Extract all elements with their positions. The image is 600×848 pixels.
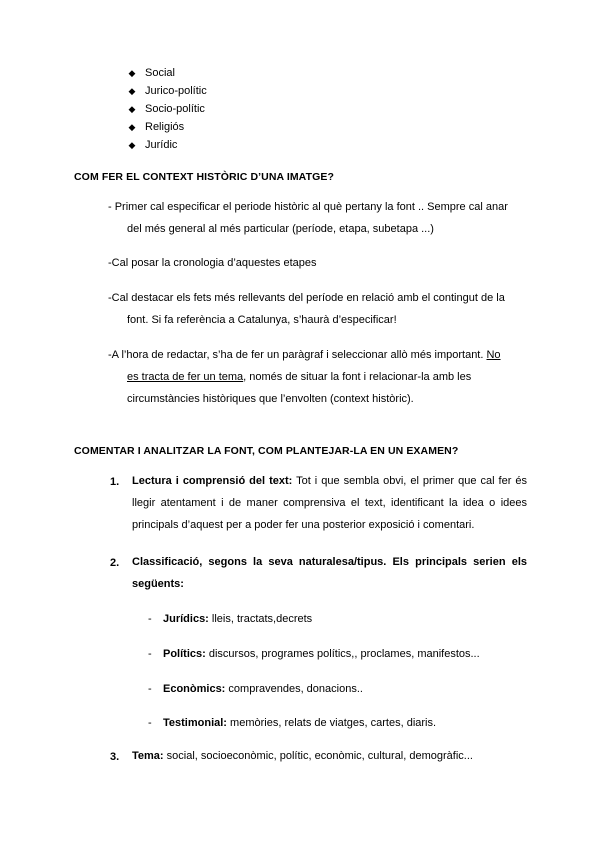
item-number: 2. <box>110 557 120 569</box>
diamond-bullet-icon: ◆ <box>128 86 136 96</box>
subitem: - Testimonial: memòries, relats de viatges, cartes, diaris. <box>148 717 437 729</box>
list-item: ◆ Socio-polític <box>128 100 207 118</box>
diamond-bullet-icon: ◆ <box>128 104 136 114</box>
section-heading-exam: COMENTAR I ANALITZAR LA FONT, COM PLANTEJAR-LA EN UN EXAMEN? <box>74 445 459 457</box>
subitem: - Econòmics: compravendes, donacions.. <box>148 683 363 695</box>
item-theme: Tema: social, socioeconòmic, polític, econòmic, cultural, demogràfic... <box>132 750 473 762</box>
diamond-bullet-icon: ◆ <box>128 122 136 132</box>
subitem: - Polítics: discursos, programes polítics,, proclames, manifestos... <box>148 648 480 660</box>
item-number: 1. <box>110 476 120 488</box>
list-item: ◆ Religiós <box>128 118 207 136</box>
list-item: ◆ Jurico-polític <box>128 82 207 100</box>
list-item: ◆ Social <box>128 64 207 82</box>
subitem: - Jurídics: lleis, tractats,decrets <box>148 613 313 625</box>
paragraph-writing: -A l’hora de redactar, s’ha de fer un paràgraf i seleccionar allò més important. No es tracta de fer un tema, només de situar la font i relacionar-la amb les circumstàncies històriques que l’envolten (context històric). <box>108 349 501 405</box>
section-heading-context: COM FER EL CONTEXT HISTÒRIC D’UNA IMATGE? <box>74 171 334 183</box>
underlined-text: No <box>486 349 501 361</box>
item-reading: Lectura i comprensió del text: Tot i que sembla obvi, el primer que cal fer és llegir atentament i de maner comprensiva el text, identificant la idea o idees principals d’aquest per a poder fer una posterior exposició i comentari. <box>132 475 528 531</box>
paragraph-chronology: -Cal posar la cronologia d’aquestes etapes <box>108 257 317 269</box>
item-classification: Classificació, segons la seva naturalesa/tipus. Els principals serien els següents: <box>132 556 527 590</box>
item-number: 3. <box>110 751 120 763</box>
list-item: ◆ Jurídic <box>128 136 207 154</box>
category-bullet-list <box>128 64 207 154</box>
diamond-bullet-icon: ◆ <box>128 140 136 150</box>
diamond-bullet-icon: ◆ <box>128 68 136 78</box>
paragraph-period: - Primer cal especificar el periode històric al què pertany la font .. Sempre cal anar del més general al més particular (període, etapa, subetapa ...) <box>108 201 508 235</box>
underlined-text: es tracta de fer un tema <box>127 371 244 383</box>
paragraph-facts: -Cal destacar els fets més rellevants del període en relació amb el contingut de la font. Si fa referència a Catalunya, s’haurà d’especificar! <box>108 292 505 326</box>
